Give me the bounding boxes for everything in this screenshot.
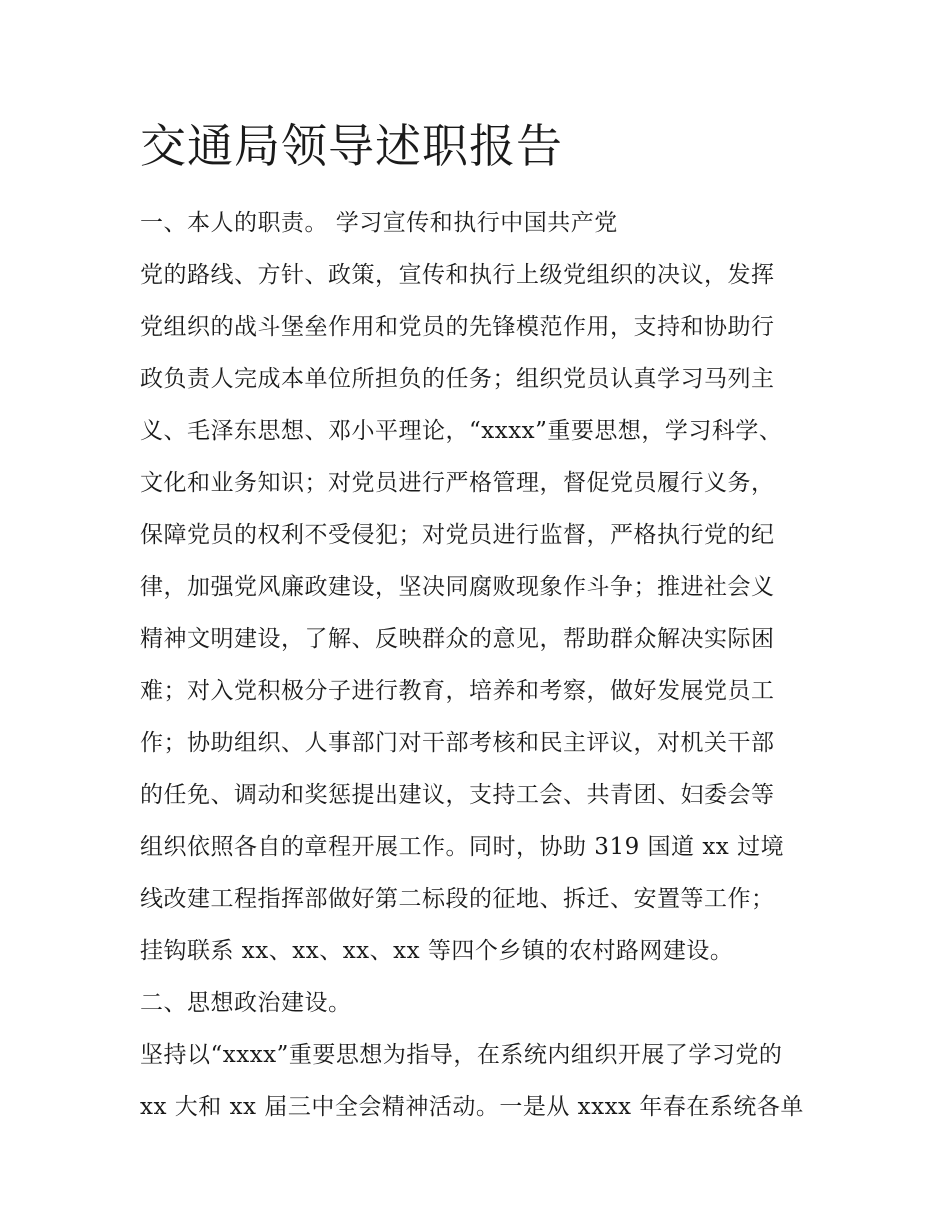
paragraph-line: 党组织的战斗堡垒作用和党员的先锋模范作用，支持和协助行 — [140, 314, 775, 340]
paragraph-line: 挂钩联系 xx、xx、xx、xx 等四个乡镇的农村路网建设。 — [140, 938, 734, 964]
paragraph-line: 政负责人完成本单位所担负的任务；组织党员认真学习马列主 — [140, 366, 775, 392]
document-title: 交通局领导述职报告 — [140, 119, 563, 173]
paragraph-line: 律，加强党风廉政建设，坚决同腐败现象作斗争；推进社会义 — [140, 574, 775, 600]
paragraph-line: 精神文明建设，了解、反映群众的意见，帮助群众解决实际困 — [140, 626, 775, 652]
paragraph-line: 作；协助组织、人事部门对干部考核和民主评议，对机关干部 — [140, 730, 775, 756]
paragraph-line: 保障党员的权利不受侵犯；对党员进行监督，严格执行党的纪 — [140, 522, 775, 548]
paragraph-line: xx 大和 xx 届三中全会精神活动。一是从 xxxx 年春在系统各单 — [140, 1094, 804, 1120]
paragraph-line: 的任免、调动和奖惩提出建议，支持工会、共青团、妇委会等 — [140, 782, 775, 808]
paragraph-line: 难；对入党积极分子进行教育，培养和考察，做好发展党员工 — [140, 678, 775, 704]
paragraph-line: 坚持以“xxxx”重要思想为指导，在系统内组织开展了学习党的 — [140, 1042, 783, 1068]
paragraph-line: 党的路线、方针、政策，宣传和执行上级党组织的决议，发挥 — [140, 262, 775, 288]
paragraph-line: 组织依照各自的章程开展工作。同时，协助 319 国道 xx 过境 — [140, 834, 785, 860]
paragraph-line: 线改建工程指挥部做好第二标段的征地、拆迁、安置等工作； — [140, 886, 775, 912]
paragraph-line: 文化和业务知识；对党员进行严格管理，督促党员履行义务， — [140, 470, 775, 496]
section-heading-duties: 一、本人的职责。 学习宣传和执行中国共产党 — [140, 210, 618, 236]
section-heading-ideology: 二、思想政治建设。 — [140, 990, 352, 1016]
paragraph-line: 义、毛泽东思想、邓小平理论，“xxxx”重要思想，学习科学、 — [140, 418, 783, 444]
